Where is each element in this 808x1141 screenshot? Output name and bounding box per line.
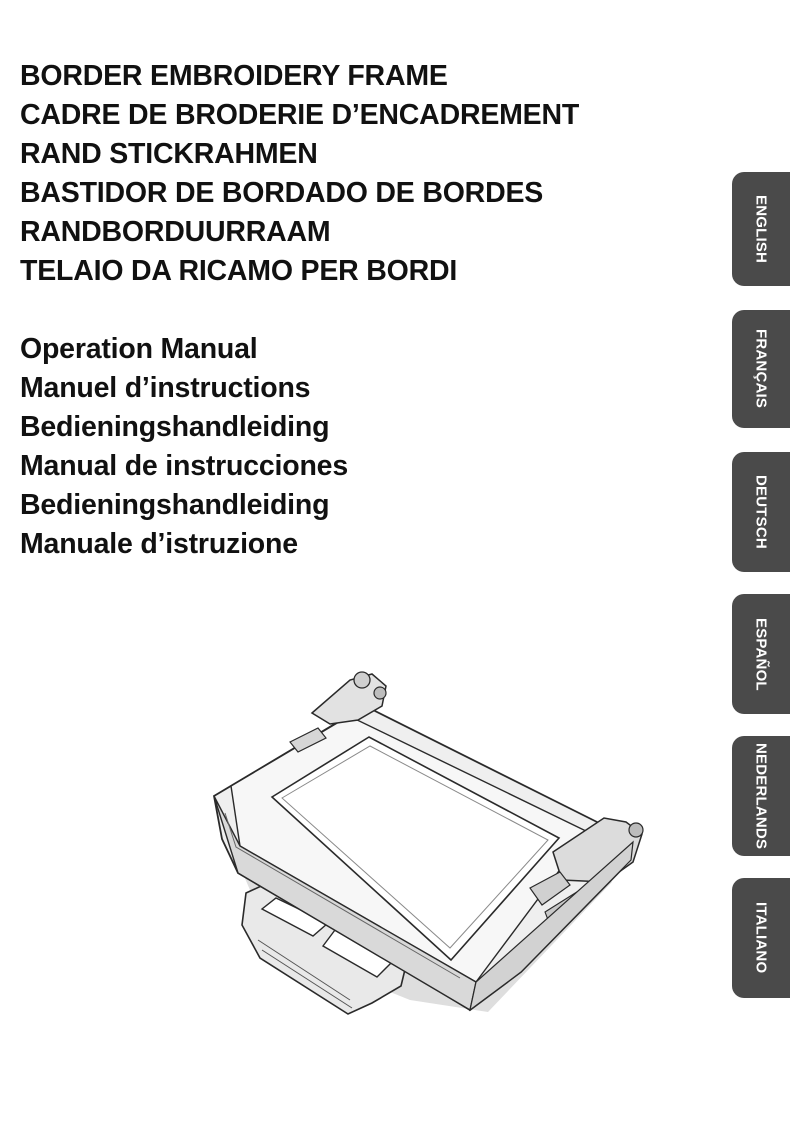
manual-title-it: Manuale d’istruzione xyxy=(20,528,298,560)
manual-title-es: Manual de instrucciones xyxy=(20,450,348,482)
manual-title-en: Operation Manual xyxy=(20,333,258,365)
product-title-list xyxy=(20,57,579,291)
product-title-fr: CADRE DE BRODERIE D’ENCADREMENT xyxy=(20,99,580,131)
manual-title-fr: Manuel d’instructions xyxy=(20,372,311,404)
product-title-nl: RANDBORDUURRAAM xyxy=(20,216,331,248)
tab-deutsch-label: DEUTSCH xyxy=(752,475,770,549)
product-title-de: RAND STICKRAHMEN xyxy=(20,138,318,170)
product-title-es: BASTIDOR DE BORDADO DE BORDES xyxy=(20,177,544,209)
tab-english-label: ENGLISH xyxy=(752,194,770,264)
manual-title-de: Bedieningshandleiding xyxy=(20,411,330,443)
tab-espanol[interactable] xyxy=(732,594,790,714)
embroidery-frame-icon xyxy=(205,660,660,1035)
tab-italiano[interactable] xyxy=(732,878,790,998)
product-title-en: BORDER EMBROIDERY FRAME xyxy=(20,60,448,92)
tab-deutsch[interactable] xyxy=(732,452,790,572)
product-title-it: TELAIO DA RICAMO PER BORDI xyxy=(20,255,458,287)
tab-nederlands-label: NEDERLANDS xyxy=(752,742,770,850)
tab-francais[interactable] xyxy=(732,310,790,428)
tab-espanol-label: ESPAÑOL xyxy=(752,617,770,691)
manual-title-list xyxy=(20,330,348,564)
tab-english[interactable] xyxy=(732,172,790,286)
manual-title-nl: Bedieningshandleiding xyxy=(20,489,330,521)
language-tab-column xyxy=(732,0,792,1141)
tab-francais-label: FRANÇAIS xyxy=(752,329,770,409)
tab-nederlands[interactable] xyxy=(732,736,790,856)
tab-italiano-label: ITALIANO xyxy=(752,902,770,974)
